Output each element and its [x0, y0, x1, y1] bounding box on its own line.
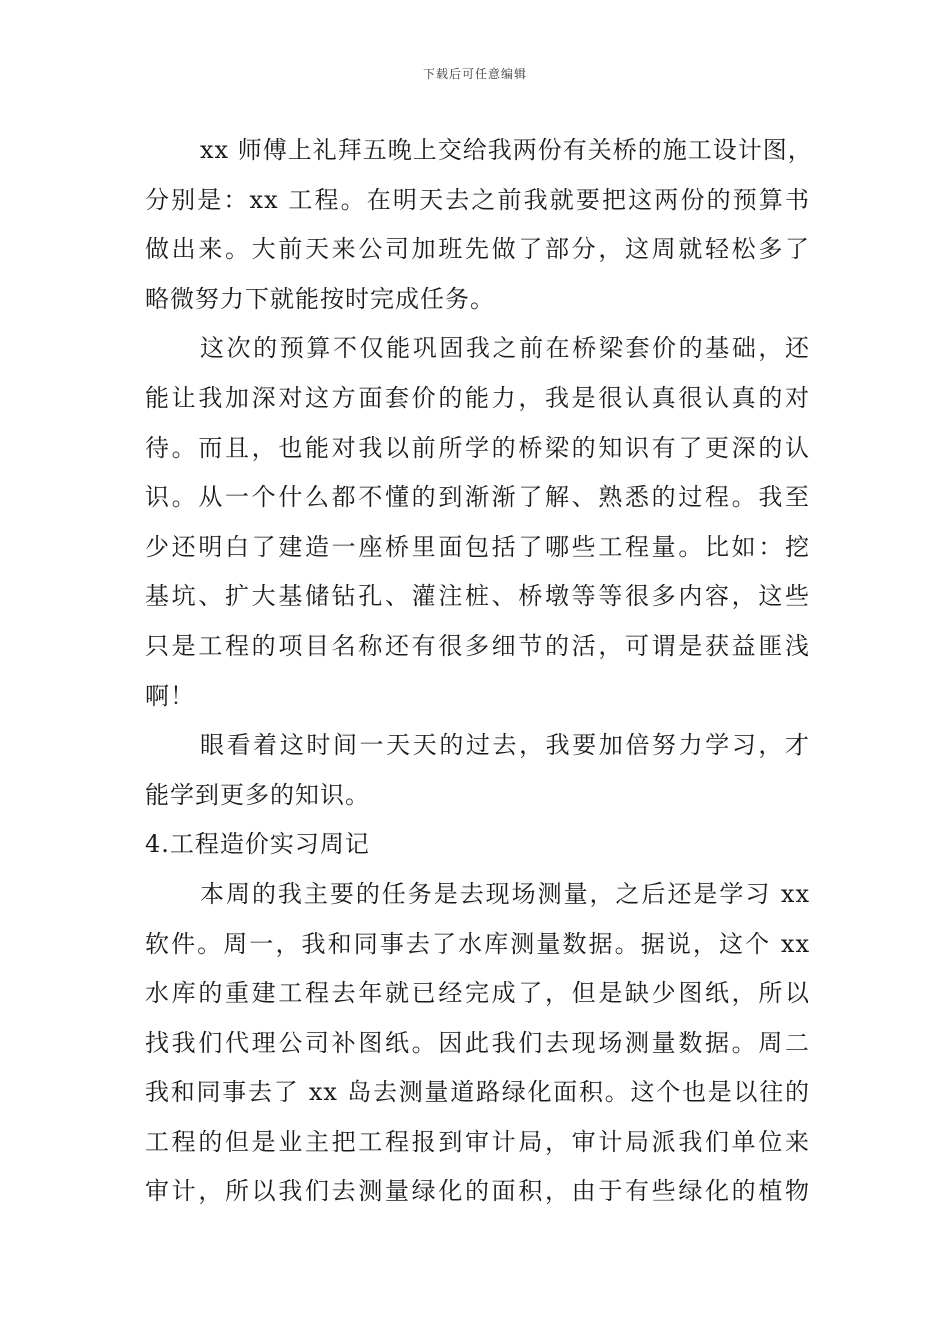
- paragraph-line: 识。从一个什么都不懂的到渐渐了解、熟悉的过程。我至: [145, 483, 810, 512]
- paragraph-line: 分别是：xx 工程。在明天去之前我就要把这两份的预算书: [145, 185, 810, 214]
- paragraph-line: 这次的预算不仅能巩固我之前在桥梁套价的基础，还: [200, 334, 810, 363]
- paragraph-line: 本周的我主要的任务是去现场测量，之后还是学习 xx: [200, 879, 810, 908]
- paragraph-line: 找我们代理公司补图纸。因此我们去现场测量数据。周二: [145, 1028, 810, 1057]
- paragraph-line: 工程的但是业主把工程报到审计局，审计局派我们单位来: [145, 1127, 810, 1156]
- paragraph-line: 少还明白了建造一座桥里面包括了哪些工程量。比如：挖: [145, 532, 810, 561]
- paragraph-line: 审计，所以我们去测量绿化的面积，由于有些绿化的植物: [145, 1177, 810, 1206]
- paragraph-line: 软件。周一，我和同事去了水库测量数据。据说，这个 xx: [145, 929, 810, 958]
- paragraph-line: 能学到更多的知识。: [145, 780, 370, 809]
- paragraph-line: xx 师傅上礼拜五晚上交给我两份有关桥的施工设计图，: [200, 136, 813, 164]
- paragraph-line: 做出来。大前天来公司加班先做了部分，这周就轻松多了: [145, 235, 810, 264]
- paragraph-line: 我和同事去了 xx 岛去测量道路绿化面积。这个也是以往的: [145, 1078, 810, 1107]
- paragraph-line: 待。而且，也能对我以前所学的桥梁的知识有了更深的认: [145, 433, 810, 462]
- paragraph-line: 略微努力下就能按时完成任务。: [145, 284, 495, 313]
- paragraph-line: 水库的重建工程去年就已经完成了，但是缺少图纸，所以: [145, 979, 810, 1008]
- page-header-note: 下载后可任意编辑: [422, 67, 527, 81]
- paragraph-line: 只是工程的项目名称还有很多细节的活，可谓是获益匪浅: [145, 631, 810, 660]
- paragraph-line: 眼看着这时间一天天的过去，我要加倍努力学习，才: [200, 731, 810, 760]
- document-body: [145, 126, 813, 1217]
- paragraph-line: 啊！: [145, 681, 195, 710]
- paragraph-line: 基坑、扩大基储钻孔、灌注桩、桥墩等等很多内容，这些: [145, 582, 810, 611]
- section-heading: 4.工程造价实习周记: [145, 830, 370, 859]
- paragraph-line: 能让我加深对这方面套价的能力，我是很认真很认真的对: [145, 383, 810, 412]
